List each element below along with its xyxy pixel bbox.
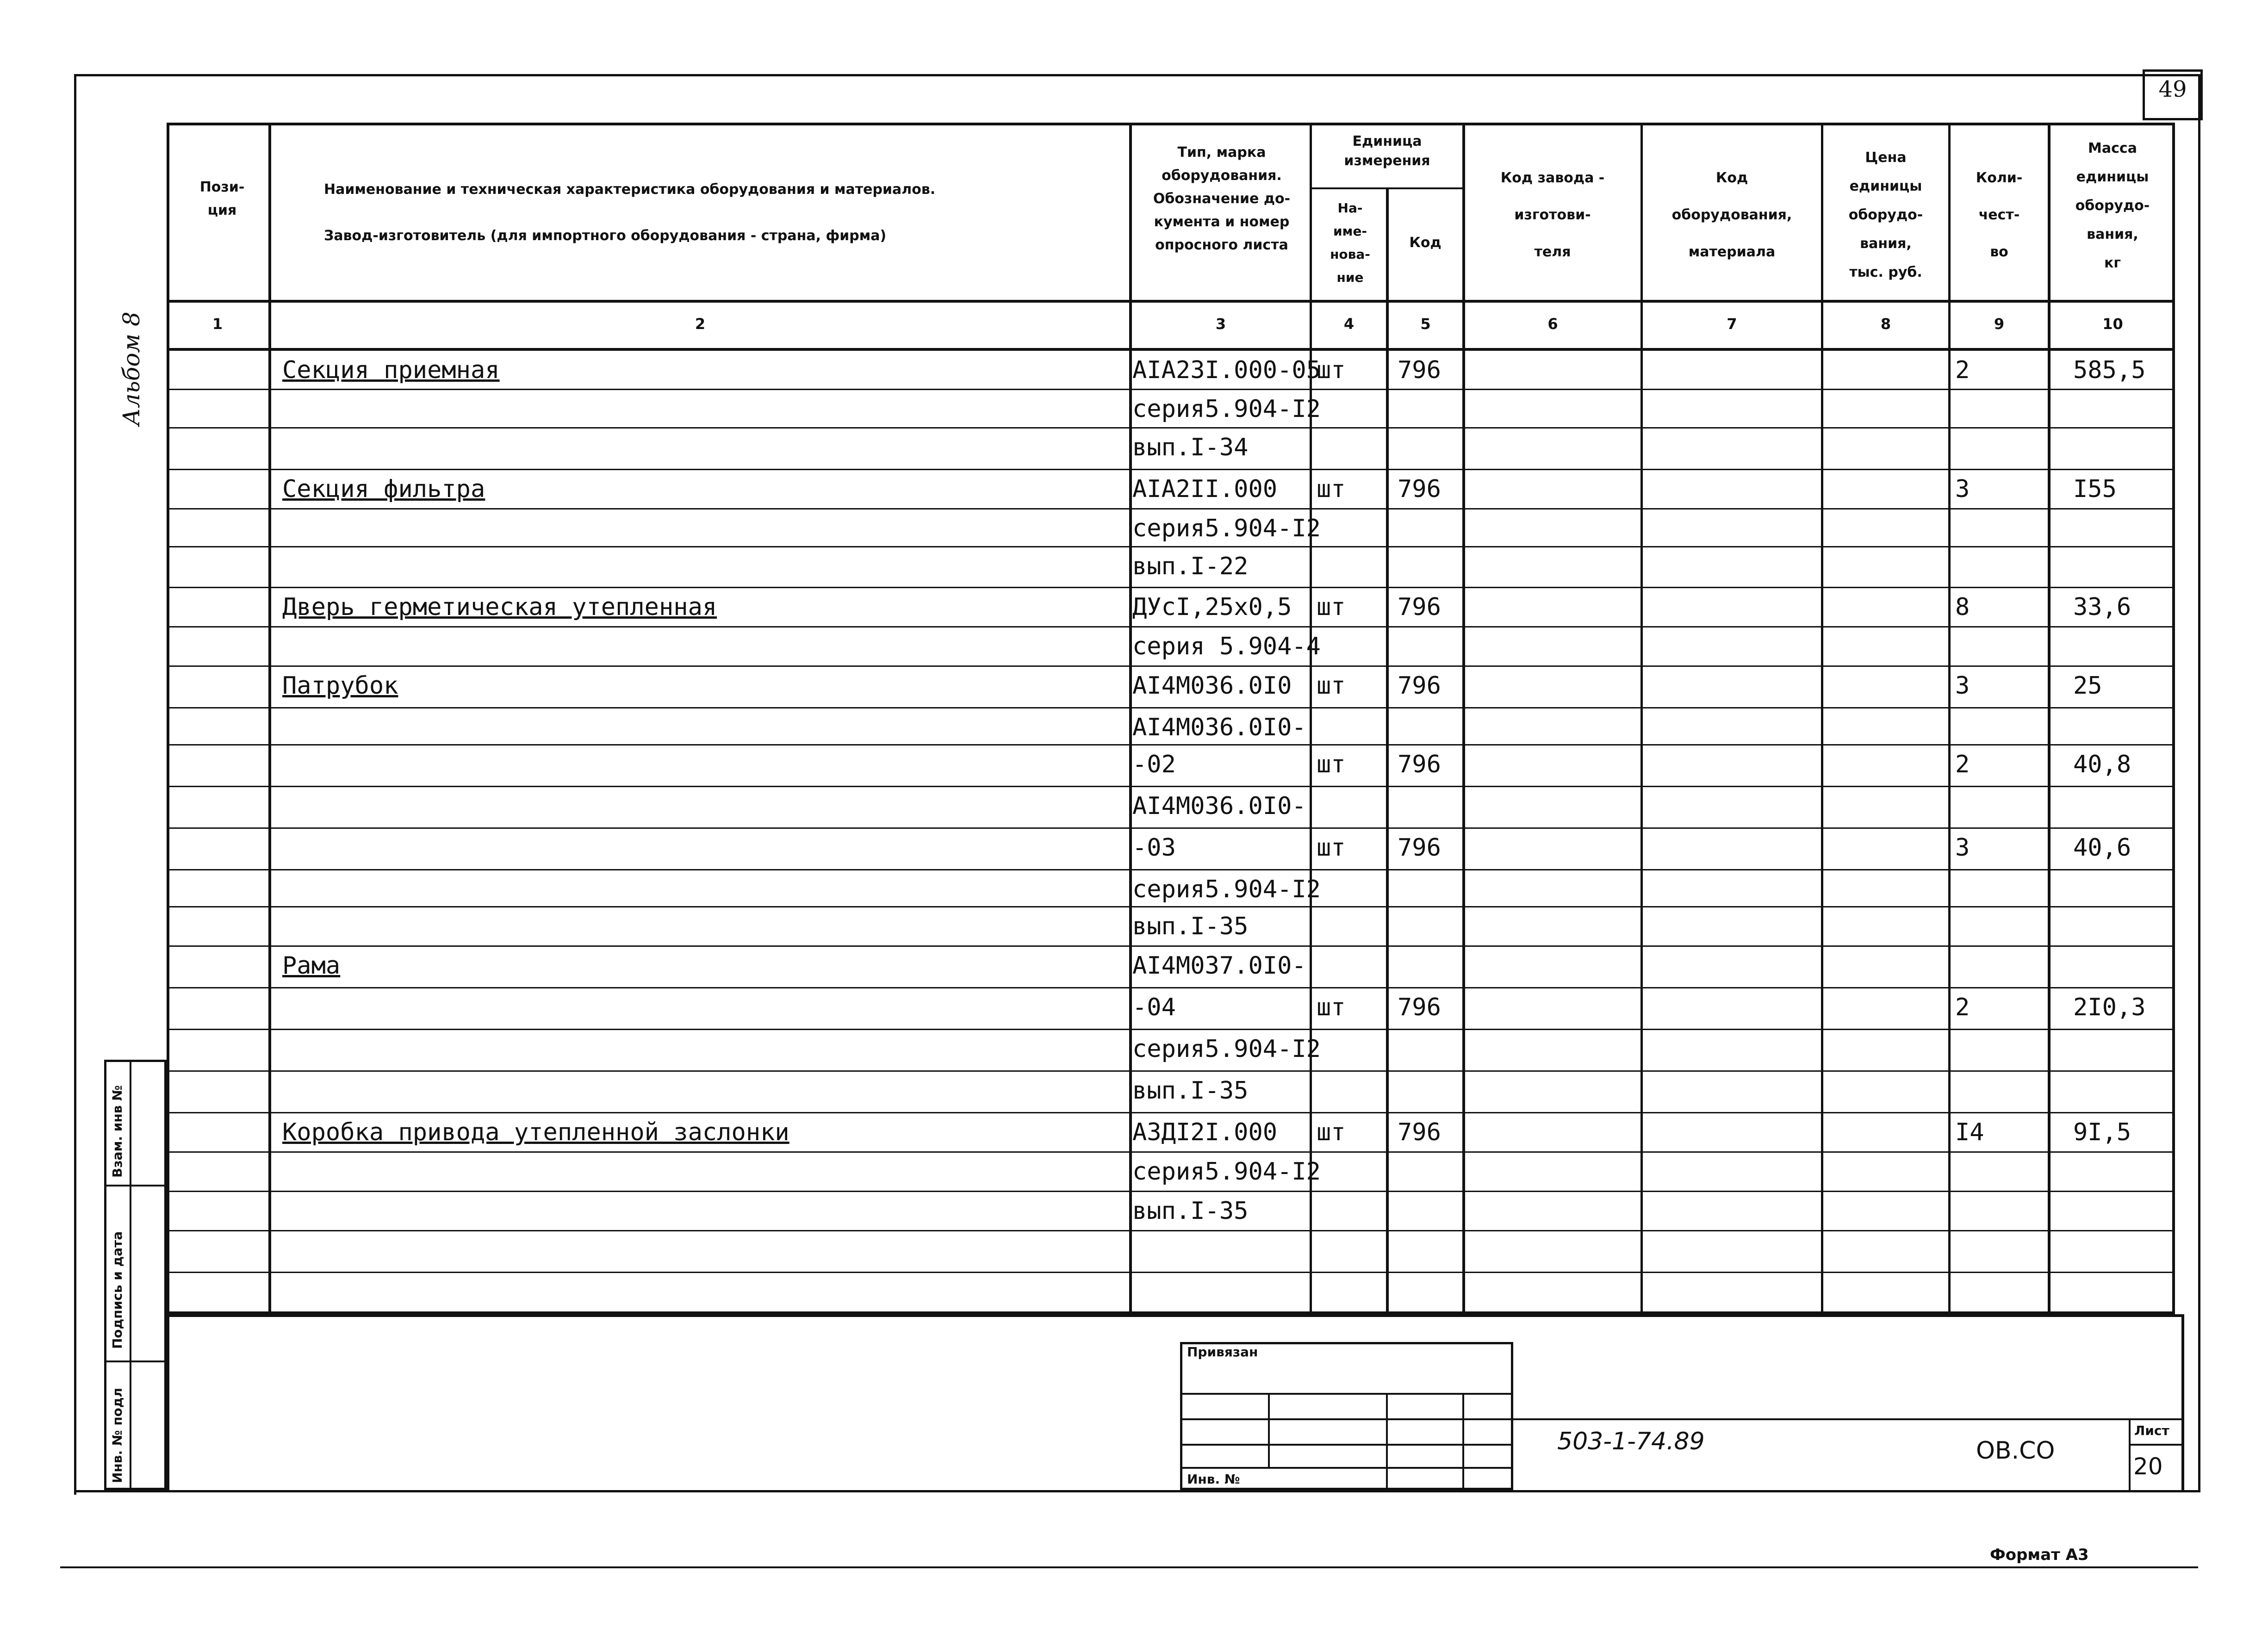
column-number: 7: [1727, 315, 1737, 333]
cell-mass: 25: [2073, 672, 2102, 700]
header-name: Наименование и техническая характеристика оборудования и материалов. Завод-изготовитель (для импортного оборудования - страна, фирма): [324, 181, 936, 244]
cell-code: 796: [1398, 751, 1441, 778]
cell-qty: 3: [1955, 834, 1970, 862]
column-number: 8: [1880, 315, 1891, 333]
row-divider: [167, 869, 2175, 870]
column-number: 3: [1215, 315, 1226, 333]
cell-mass: 585,5: [2073, 356, 2146, 384]
stamp-vline: [1462, 1393, 1464, 1490]
code-area-top-line: [1513, 1418, 2184, 1420]
column-number: 4: [1343, 315, 1355, 333]
cell-type: -03: [1132, 834, 1176, 862]
cell-type: AI4M036.0I0-: [1132, 792, 1306, 820]
cell-type: серия5.904-I2: [1132, 395, 1321, 423]
outer-bottom-line: [60, 1566, 2198, 1568]
cell-unit: шт: [1317, 672, 1346, 700]
cell-type: серия5.904-I2: [1132, 1035, 1321, 1063]
unit-group-line: [1310, 187, 1462, 189]
cell-type: вып.I-35: [1132, 1077, 1249, 1105]
cell-unit: шт: [1317, 475, 1346, 503]
header-unit-group: Единица измерения: [1344, 133, 1430, 169]
side-label-sign-date: Подпись и дата: [110, 1231, 125, 1349]
cell-type: AI4M037.0I0-: [1132, 952, 1306, 980]
cell-code: 796: [1398, 834, 1441, 862]
frame-left-line: [74, 74, 76, 1495]
cell-type: АЗДI2I.000: [1132, 1118, 1278, 1146]
cell-qty: 8: [1955, 593, 1970, 621]
stamp-vline: [1386, 1393, 1388, 1490]
row-divider: [167, 626, 2175, 627]
row-divider: [167, 1272, 2175, 1273]
album-label: Альбом 8: [118, 311, 145, 426]
column-number: 2: [695, 315, 706, 333]
row-divider: [167, 1230, 2175, 1231]
cell-type: серия5.904-I2: [1132, 1158, 1321, 1186]
cell-name: Секция фильтра: [282, 475, 485, 503]
sheet-number: 20: [2133, 1453, 2163, 1480]
cell-type: серия5.904-I2: [1132, 876, 1321, 903]
row-divider: [167, 945, 2175, 947]
row-divider: [167, 1191, 2175, 1192]
row-divider: [167, 707, 2175, 708]
row-divider: [167, 665, 2175, 667]
row-divider: [167, 508, 2175, 509]
sheet-box-vline: [2129, 1418, 2131, 1490]
cell-qty: I4: [1955, 1118, 1984, 1146]
cell-unit: шт: [1317, 751, 1346, 778]
column-number: 10: [2102, 315, 2123, 333]
header-unit-code: Код: [1409, 235, 1442, 251]
cell-qty: 3: [1955, 672, 1970, 700]
document-code: 503-1-74.89: [1557, 1428, 1705, 1455]
column-number: 5: [1420, 315, 1431, 333]
cell-type: серия5.904-I2: [1132, 515, 1321, 542]
cell-type: AI4M036.0I0: [1132, 672, 1292, 700]
cell-mass: 33,6: [2073, 593, 2131, 621]
stamp-inv-label: Инв. №: [1187, 1472, 1240, 1487]
header-type: Тип, марка оборудования. Обозначение до- кумента и номер опросного листа: [1153, 144, 1291, 253]
cell-type: AIA23I.000-05: [1132, 356, 1321, 384]
header-factory-code: Код завода - изготови- теля: [1500, 170, 1605, 260]
cell-type: серия 5.904-4: [1132, 633, 1321, 660]
page-number: 49: [2158, 76, 2187, 102]
side-strip-hline: [104, 1360, 167, 1362]
cell-name: Дверь герметическая утепленная: [282, 593, 717, 621]
cell-code: 796: [1398, 475, 1441, 503]
cell-code: 796: [1398, 672, 1441, 700]
cell-code: 796: [1398, 1118, 1441, 1146]
row-divider: [167, 389, 2175, 390]
title-block-frame: [167, 1314, 2184, 1490]
cell-qty: 3: [1955, 475, 1970, 503]
cell-type: AIA2II.000: [1132, 475, 1278, 503]
cell-mass: 2I0,3: [2073, 994, 2146, 1021]
header-price: Цена единицы оборудо- вания, тыс. руб.: [1848, 149, 1923, 280]
cell-unit: шт: [1317, 356, 1346, 384]
cell-type: вып.I-34: [1132, 434, 1249, 461]
colnum-bottom-line: [167, 348, 2175, 351]
row-divider: [167, 744, 2175, 745]
document-section: ОВ.СО: [1976, 1437, 2055, 1465]
cell-type: -02: [1132, 751, 1176, 778]
row-divider: [167, 587, 2175, 588]
col-line: [1386, 187, 1389, 1314]
cell-code: 796: [1398, 593, 1441, 621]
row-divider: [167, 1112, 2175, 1113]
header-bottom-line: [167, 300, 2175, 303]
cell-type: ДУсI,25х0,5: [1132, 593, 1292, 621]
sheet-box-hline: [2129, 1444, 2184, 1446]
cell-type: вып.I-22: [1132, 553, 1249, 580]
side-strip-hline: [104, 1185, 167, 1187]
header-equipment-code: Код оборудования, материала: [1671, 170, 1792, 260]
sheet-label: Лист: [2134, 1423, 2169, 1438]
cell-type: вып.I-35: [1132, 913, 1249, 940]
cell-qty: 2: [1955, 356, 1970, 384]
cell-qty: 2: [1955, 751, 1970, 778]
row-divider: [167, 1029, 2175, 1030]
cell-code: 796: [1398, 994, 1441, 1021]
header-position: Пози- ция: [199, 179, 245, 218]
cell-name: Коробка привода утепленной заслонки: [282, 1118, 789, 1146]
cell-unit: шт: [1317, 1118, 1346, 1146]
row-divider: [167, 786, 2175, 787]
frame-top-line: [74, 74, 2203, 76]
side-label-inv-orig: Инв. № подл: [110, 1387, 125, 1483]
cell-name: Рама: [282, 952, 341, 980]
row-divider: [167, 1151, 2175, 1153]
cell-code: 796: [1398, 356, 1441, 384]
row-divider: [167, 546, 2175, 547]
format-label: Формат А3: [1990, 1546, 2089, 1564]
side-label-inv-replace: Взам. инв №: [110, 1085, 125, 1178]
cell-mass: 9I,5: [2073, 1118, 2131, 1146]
cell-name: Патрубок: [282, 672, 398, 700]
row-divider: [167, 827, 2175, 829]
row-divider: [167, 1070, 2175, 1072]
column-number: 9: [1994, 315, 2005, 333]
cell-mass: 40,6: [2073, 834, 2131, 862]
row-divider: [167, 469, 2175, 470]
cell-type: вып.I-35: [1132, 1197, 1249, 1225]
cell-name: Секция приемная: [282, 356, 500, 384]
stamp-vline: [1268, 1393, 1270, 1467]
cell-unit: шт: [1317, 834, 1346, 862]
row-divider: [167, 427, 2175, 429]
cell-type: AI4M036.0I0-: [1132, 714, 1306, 741]
header-unit-name: На- име- нова- ние: [1330, 200, 1370, 285]
cell-type: -04: [1132, 994, 1176, 1021]
header-mass: Масса единицы оборудо- вания, кг: [2075, 140, 2150, 271]
row-divider: [167, 906, 2175, 907]
bound-label: Привязан: [1187, 1344, 1258, 1360]
column-number: 1: [212, 315, 223, 333]
cell-qty: 2: [1955, 994, 1970, 1021]
cell-unit: шт: [1317, 994, 1346, 1021]
row-divider: [167, 987, 2175, 988]
column-number: 6: [1547, 315, 1558, 333]
header-quantity: Коли- чест- во: [1976, 170, 2023, 260]
cell-unit: шт: [1317, 593, 1346, 621]
cell-mass: 40,8: [2073, 751, 2131, 778]
side-strip-vline: [130, 1060, 131, 1490]
cell-mass: I55: [2073, 475, 2117, 503]
